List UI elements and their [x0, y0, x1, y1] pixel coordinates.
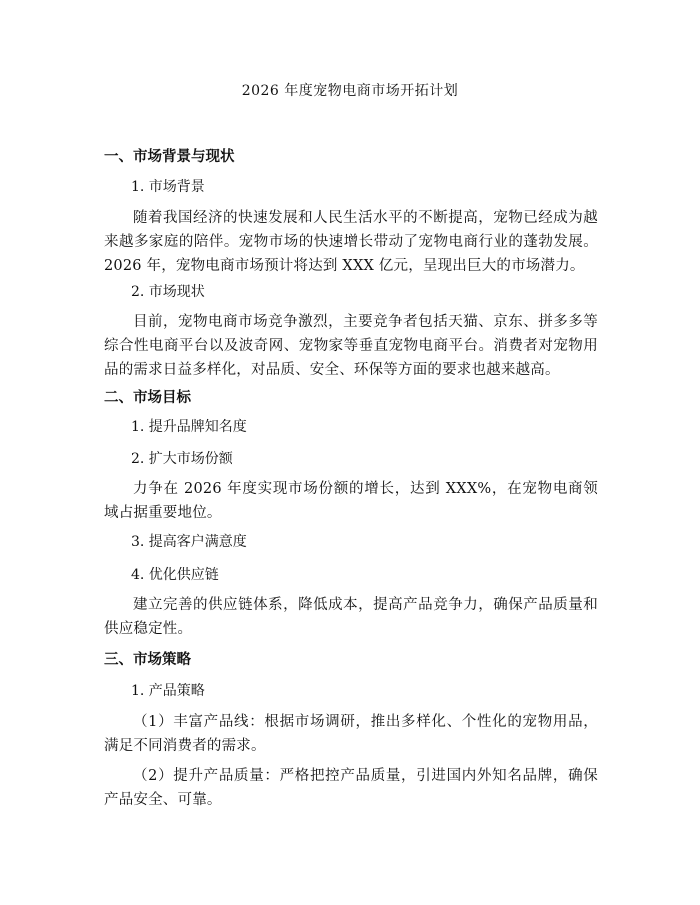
paragraph-product-quality: （2）提升产品质量：严格把控产品质量，引进国内外知名品牌，确保产品安全、可靠。 [104, 768, 598, 808]
section-heading-strategy: 三、市场策略 [104, 652, 191, 668]
subheading-product-strategy: 1. 产品策略 [131, 683, 205, 699]
section-heading-goals: 二、市场目标 [104, 390, 191, 406]
paragraph-product-line: （1）丰富产品线：根据市场调研，推出多样化、个性化的宠物用品，满足不同消费者的需求。 [104, 714, 598, 754]
subheading-market-status: 2. 市场现状 [131, 284, 205, 300]
paragraph-market-share: 力争在 2026 年度实现市场份额的增长，达到 XXX%，在宠物电商领域占据重要地位。 [104, 481, 598, 521]
subheading-market-background: 1. 市场背景 [131, 179, 205, 195]
subheading-customer-satisfaction: 3. 提高客户满意度 [131, 534, 247, 550]
paragraph-market-status: 目前，宠物电商市场竞争激烈，主要竞争者包括天猫、京东、拼多多等综合性电商平台以及波奇网、宠物家等垂直宠物电商平台。消费者对宠物用品的需求日益多样化，对品质、安全、环保等方面的要求也越来越高。 [104, 314, 598, 378]
document-title: 2026 年度宠物电商市场开拓计划 [241, 83, 459, 99]
section-heading-background: 一、市场背景与现状 [104, 149, 235, 165]
subheading-supply-chain: 4. 优化供应链 [131, 567, 219, 583]
paragraph-supply-chain: 建立完善的供应链体系，降低成本，提高产品竞争力，确保产品质量和供应稳定性。 [104, 597, 598, 637]
subheading-market-share: 2. 扩大市场份额 [131, 451, 233, 467]
subheading-brand-awareness: 1. 提升品牌知名度 [131, 419, 247, 435]
paragraph-market-background: 随着我国经济的快速发展和人民生活水平的不断提高，宠物已经成为越来越多家庭的陪伴。宠物市场的快速增长带动了宠物电商行业的蓬勃发展。2026 年，宠物电商市场预计将达到 XXX 亿元，呈现出巨大的市场潜力。 [104, 210, 598, 274]
